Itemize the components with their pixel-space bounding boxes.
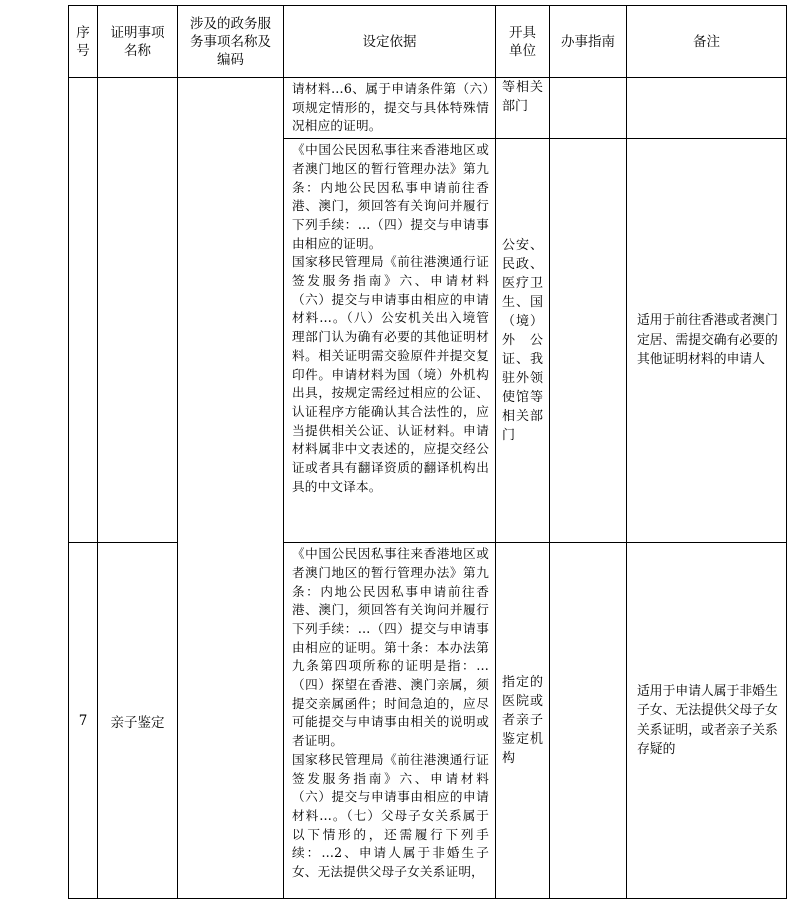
guide-cell (550, 543, 627, 899)
basis-cell (284, 543, 496, 899)
header-item-name: 证明事项名称 (98, 6, 178, 78)
basis-paragraph: 国家移民管理局《前往港澳通行证签发服务指南》六、申请材料（六）提交与申请事由相应的申请材料…。（八）公安机关出入境管理部门认为确有必要的其他证明材料。相关证明需交验原件并提交复印件。申请材料为国（境）外机构出具，按规定需经过相应的公证、认证程序方能确认其合法性的，应当提供相关公证、认证材料。申请材料属非中文表述的，应提交经公证或者具有翻译资质的翻译机构出具的中文译本。 (292, 254, 489, 494)
basis-paragraph: 国家移民管理局《前往港澳通行证签发服务指南》六、申请材料（六）提交与申请事由相应的申请材料…。（七）父母子女关系属于以下情形的，还需履行下列手续：…2、申请人属于非婚生子女、无法提供父母子女关系证明， (292, 751, 489, 880)
issuer-cell: 公安、民政、医疗卫生、国（境）外公证、我驻外领使馆等相关部门 (496, 139, 550, 543)
issuer-cell: 等相关部门 (496, 78, 550, 139)
guide-cell (550, 78, 627, 139)
service-cell (178, 78, 284, 899)
remark-cell (627, 78, 787, 139)
row-seq-cell (69, 78, 98, 543)
header-issuer: 开具单位 (496, 6, 550, 78)
table-row (69, 78, 787, 139)
header-service: 涉及的政务服务事项名称及编码 (178, 6, 284, 78)
remark-cell: 适用于前往香港或者澳门定居、需提交确有必要的其他证明材料的申请人 (627, 139, 787, 543)
header-remark: 备注 (627, 6, 787, 78)
header-guide: 办事指南 (550, 6, 627, 78)
certification-table (68, 5, 787, 899)
guide-cell (550, 139, 627, 543)
table-row (69, 543, 787, 899)
remark-cell: 适用于申请人属于非婚生子女、无法提供父母子女关系证明，或者亲子关系存疑的 (627, 543, 787, 899)
basis-cell (284, 78, 496, 139)
basis-paragraph: 《中国公民因私事往来香港地区或者澳门地区的暂行管理办法》第九条：内地公民因私事申请前往香港、澳门，须回答有关询问并履行下列手续：…（四）提交与申请事由相应的证明。第十条：本办法第九条第四项所称的证明是指：…（四）探望在香港、澳门亲属，须提交亲属函件；时间急迫的，应尽可能提交与申请事由相关的说明或者证明。 (292, 546, 489, 749)
basis-paragraph: 《中国公民因私事往来香港地区或者澳门地区的暂行管理办法》第九条：内地公民因私事申请前往香港、澳门，须回答有关询问并履行下列手续：…（四）提交与申请事由相应的证明。 (292, 142, 489, 251)
row-name-cell: 亲子鉴定 (98, 543, 178, 899)
header-seq: 序号 (69, 6, 98, 78)
basis-cell (284, 139, 496, 543)
basis-paragraph: 请材料…6、属于申请条件第（六）项规定情形的，提交与具体特殊情况相应的证明。 (292, 81, 489, 134)
header-basis: 设定依据 (284, 6, 496, 78)
issuer-cell: 指定的医院或者亲子鉴定机构 (496, 543, 550, 899)
table-header-row (69, 6, 787, 78)
row-seq-cell: 7 (69, 543, 98, 899)
row-name-cell (98, 78, 178, 543)
